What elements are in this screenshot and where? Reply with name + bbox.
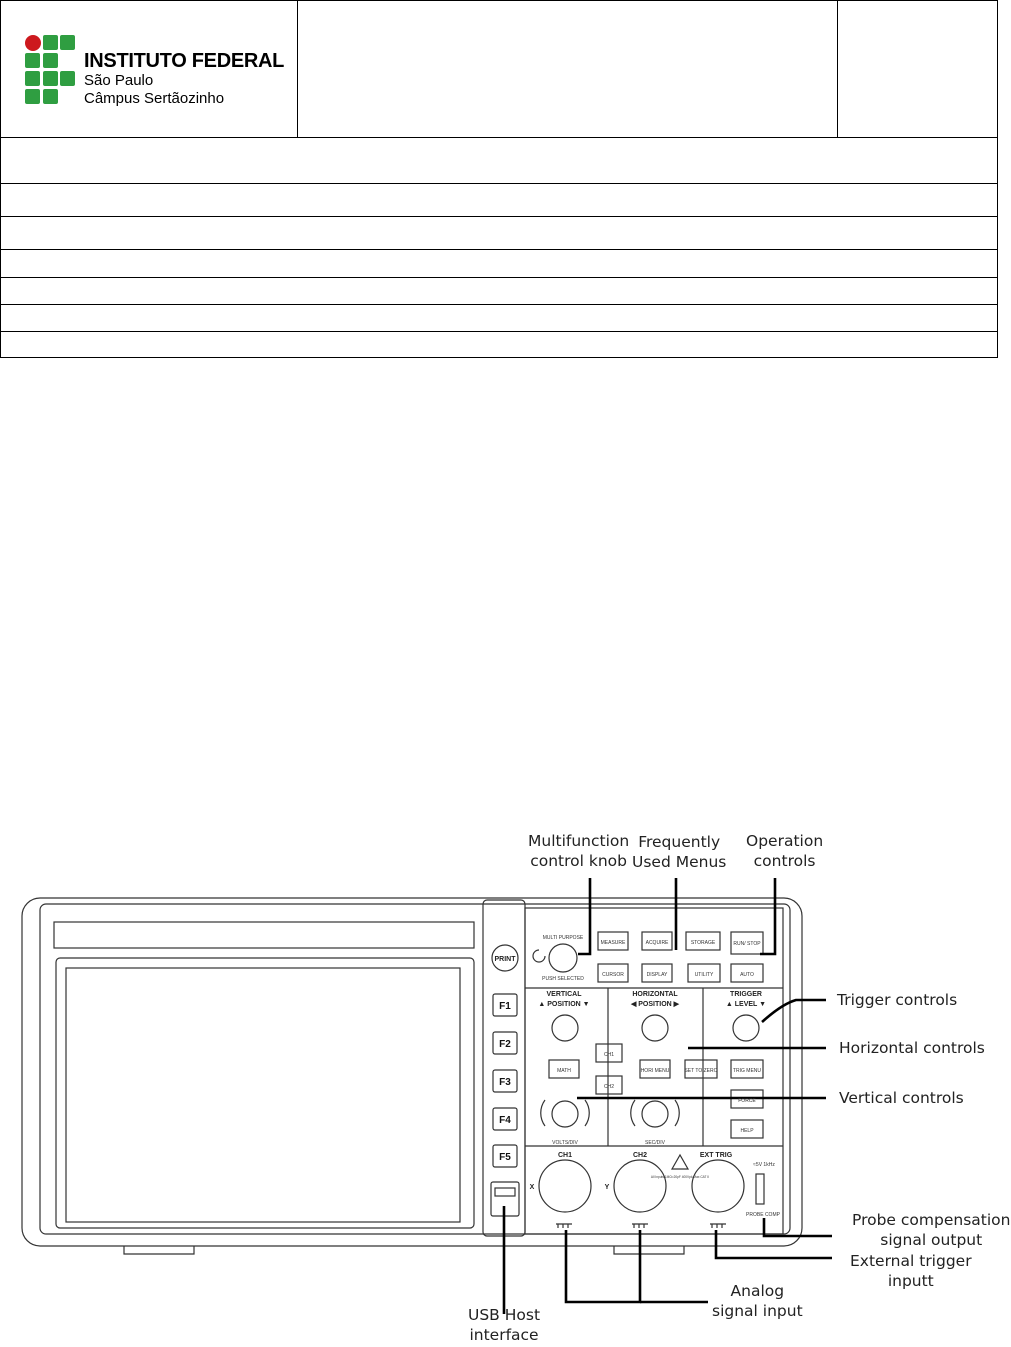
ext-ground-icon (710, 1224, 726, 1228)
institute-name: INSTITUTO FEDERAL (84, 50, 285, 72)
probe-callout-line (764, 1218, 832, 1236)
probe-comp-label: PROBE COMP (746, 1212, 780, 1218)
header-row-5 (1, 278, 997, 305)
oscilloscope-diagram (0, 826, 1011, 1347)
f5-label: F5 (499, 1152, 511, 1163)
vertical-position-knob (552, 1015, 578, 1041)
acquire-label: ACQUIRE (645, 940, 669, 946)
ch1-input-label: CH1 (557, 1152, 573, 1159)
trigger-level-knob (733, 1015, 759, 1041)
logo-cell (1, 1, 298, 137)
level-label: ▲ LEVEL ▼ (725, 1001, 767, 1008)
ch2-btn-label: CH2 (603, 1084, 615, 1090)
utility-label: UTILITY (694, 972, 714, 978)
horizontal-section-label: HORIZONTAL (632, 991, 678, 998)
auto-label: AUTO (740, 972, 754, 978)
analog-callout: Analog signal input (712, 1282, 803, 1320)
storage-label: STORAGE (690, 940, 716, 946)
vertical-section-label: VERTICAL (546, 991, 582, 998)
ch2-ground-icon (632, 1224, 648, 1228)
sec-div-label: SEC/DIV (644, 1140, 666, 1146)
cursor-label: CURSOR (602, 972, 624, 978)
trigger-callout: Trigger controls (837, 991, 958, 1009)
trigger-section-label: TRIGGER (730, 991, 762, 998)
display-label: DISPLAY (646, 972, 668, 978)
f2-label: F2 (499, 1039, 511, 1050)
measure-label: MEASURE (600, 940, 626, 946)
force-label: FORCE (738, 1098, 756, 1104)
header-title-cell (298, 1, 838, 137)
multifunction-callout-line (578, 878, 590, 954)
vertical-position-label: ▲ POSITION ▼ (538, 1001, 590, 1008)
trig-menu-label: TRIG MENU (732, 1068, 762, 1074)
ch2-input-label: CH2 (632, 1152, 648, 1159)
operation-callout: Operation controls (746, 832, 824, 870)
y-label: Y (604, 1184, 610, 1191)
f1-label: F1 (499, 1001, 511, 1012)
analog-callout-line (566, 1230, 640, 1302)
push-select-label: PUSH SELECTED (542, 976, 584, 982)
ch2-bnc-connector (614, 1160, 666, 1212)
ch1-bnc-connector (539, 1160, 591, 1212)
ext-trig-bnc-connector (692, 1160, 744, 1212)
hori-menu-label: HORI MENU (640, 1068, 670, 1074)
math-label: MATH (557, 1068, 571, 1074)
header-top-row (1, 1, 997, 138)
probe-callout: Probe compensation signal output (852, 1211, 1011, 1249)
print-label: PRINT (494, 956, 516, 963)
runstop-label: RUN/ STOP (733, 941, 761, 947)
volts-div-label: VOLTS/DIV (552, 1140, 578, 1146)
institute-state: São Paulo (84, 72, 154, 89)
trigger-callout-line (762, 1000, 826, 1022)
horizontal-position-label: ◀ POSITION ▶ (630, 1001, 680, 1008)
foot-right (614, 1246, 684, 1254)
ch1-btn-label: CH1 (603, 1052, 615, 1058)
horizontal-callout: Horizontal controls (839, 1039, 985, 1057)
ext-trig-label: EXT TRIG (699, 1152, 733, 1159)
header-row-6 (1, 305, 997, 332)
screen-outer (56, 958, 474, 1228)
ch1-ground-icon (556, 1224, 572, 1228)
usb-slot (495, 1188, 515, 1196)
f4-label: F4 (499, 1115, 511, 1126)
external-trigger-callout: External trigger inputt (850, 1252, 972, 1290)
header-row-3 (1, 217, 997, 250)
frequent-menus-callout: Frequently Used Menus (632, 833, 727, 871)
multifunction-callout: Multifunction control knob (528, 832, 630, 870)
f3-label: F3 (499, 1077, 511, 1088)
set-zero-label: SET TO ZERO (684, 1068, 718, 1074)
header-row-2 (1, 184, 997, 217)
volts-arc-right (585, 1100, 589, 1126)
institute-campus: Câmpus Sertãozinho (84, 90, 225, 107)
screen-header-strip (54, 922, 474, 948)
multipurpose-label: MULTI PURPOSE (542, 935, 584, 941)
oscilloscope-bezel (40, 904, 790, 1234)
rotate-icon (533, 950, 545, 962)
sec-arc-left (631, 1100, 635, 1126)
header-row-7 (1, 332, 997, 357)
sec-div-knob (642, 1101, 668, 1127)
warning-icon (672, 1155, 688, 1169)
horizontal-position-knob (642, 1015, 668, 1041)
header-table (0, 0, 998, 358)
lcd-screen (66, 968, 460, 1222)
foot-left (124, 1246, 194, 1254)
vertical-callout: Vertical controls (839, 1089, 964, 1107)
usb-callout: USB Host interface (468, 1306, 541, 1344)
input-warning-label: All Inputs 1MΩ=20pF 400Vpk Max CAT II (650, 1175, 710, 1179)
x-label: X (529, 1184, 535, 1191)
help-label: HELP (740, 1128, 754, 1134)
sec-arc-right (675, 1100, 679, 1126)
multipurpose-knob (549, 944, 577, 972)
header-row-1 (1, 138, 997, 184)
volts-div-knob (552, 1101, 578, 1127)
volts-arc-left (541, 1100, 545, 1126)
operation-callout-line (760, 878, 775, 954)
header-right-cell (838, 1, 997, 137)
header-row-4 (1, 250, 997, 278)
probe-voltage-label: ≈5V 1kHz (753, 1162, 775, 1168)
probe-comp-terminal (756, 1174, 764, 1204)
